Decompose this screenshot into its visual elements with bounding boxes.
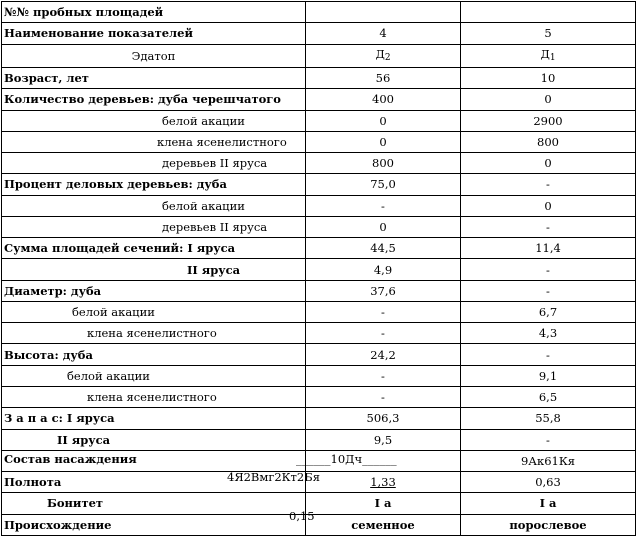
cell-b: 0 bbox=[461, 153, 636, 174]
table-row bbox=[2, 216, 636, 237]
table-row bbox=[2, 44, 636, 68]
row-label: белой акации bbox=[2, 110, 306, 131]
cell-a: 9,5 bbox=[306, 429, 461, 450]
cell-b: 11,4 bbox=[461, 238, 636, 259]
cell-a: - bbox=[306, 365, 461, 386]
cell-a: 0 bbox=[306, 131, 461, 152]
row-label: клена ясенелистного bbox=[2, 131, 306, 152]
cell-a: 800 bbox=[306, 153, 461, 174]
composition-label-text: Состав насаждения bbox=[4, 451, 137, 466]
plots-label: №№ пробных площадей bbox=[2, 2, 306, 23]
row-label: белой акации bbox=[2, 365, 306, 386]
row-label: З а п а с: I яруса bbox=[2, 408, 306, 429]
plots-table bbox=[1, 1, 636, 536]
cell-b: 55,8 bbox=[461, 408, 636, 429]
table-row bbox=[2, 195, 636, 216]
density-label-text: Полнота bbox=[4, 475, 62, 490]
table-row bbox=[2, 323, 636, 344]
origin-b: порослевое bbox=[461, 514, 636, 535]
cell-a: 4,9 bbox=[306, 259, 461, 280]
cell-b: - bbox=[461, 216, 636, 237]
table-row bbox=[2, 429, 636, 450]
cell-a: 506,3 bbox=[306, 408, 461, 429]
cell-b: 0 bbox=[461, 89, 636, 110]
cell-b: 0 bbox=[461, 195, 636, 216]
indicator-label: Наименование показателей bbox=[2, 23, 306, 44]
cell-a: - bbox=[306, 323, 461, 344]
table-row bbox=[2, 408, 636, 429]
cell-a: - bbox=[306, 195, 461, 216]
row-label: Высота: дуба bbox=[2, 344, 306, 365]
row-label: Диаметр: дуба bbox=[2, 280, 306, 301]
plot-number-a: 4 bbox=[306, 23, 461, 44]
cell-b: 10 bbox=[461, 68, 636, 89]
table-row bbox=[2, 259, 636, 280]
cell-b: - bbox=[461, 429, 636, 450]
composition-a bbox=[296, 450, 461, 471]
edatop-label: Эдатоп bbox=[2, 44, 306, 68]
edatop-b: $Д_1$ bbox=[461, 44, 636, 68]
table-row bbox=[2, 301, 636, 322]
row-label: II яруса bbox=[2, 259, 306, 280]
row-label: белой акации bbox=[2, 301, 306, 322]
bonitet-b: I а bbox=[461, 493, 636, 514]
cell-a: 37,6 bbox=[306, 280, 461, 301]
cell-b: - bbox=[461, 280, 636, 301]
cell-a: 56 bbox=[306, 68, 461, 89]
table-row bbox=[2, 23, 636, 44]
plot-number-b: 5 bbox=[461, 23, 636, 44]
row-label: деревьев II яруса bbox=[2, 153, 306, 174]
table-row bbox=[2, 131, 636, 152]
edatop-a: $Д_2$ bbox=[306, 44, 461, 68]
cell-a: 24,2 bbox=[306, 344, 461, 365]
cell-a: 44,5 bbox=[306, 238, 461, 259]
row-label: белой акации bbox=[2, 195, 306, 216]
density-extra: 0,15 bbox=[289, 509, 315, 524]
table-row bbox=[2, 450, 636, 471]
composition-a-top: ______10Дч______ bbox=[296, 451, 397, 466]
cell-b: 2900 bbox=[461, 110, 636, 131]
cell-b: - bbox=[461, 344, 636, 365]
composition-a-bottom: 4Я2Вмг2Кт2Бя bbox=[227, 469, 320, 484]
table-row bbox=[2, 2, 636, 23]
cell-b: 800 bbox=[461, 131, 636, 152]
table-row bbox=[2, 387, 636, 408]
bonitet-label: Бонитет bbox=[2, 493, 306, 514]
table-row bbox=[2, 365, 636, 386]
origin-label: Происхождение bbox=[2, 514, 306, 535]
table-row bbox=[2, 344, 636, 365]
table-row bbox=[2, 89, 636, 110]
bonitet-a: I а bbox=[306, 493, 461, 514]
cell-a: - bbox=[306, 387, 461, 408]
table-row bbox=[2, 238, 636, 259]
density-a: 1,33 bbox=[306, 472, 461, 493]
cell-a: 0 bbox=[306, 110, 461, 131]
row-label: деревьев II яруса bbox=[2, 216, 306, 237]
table-row bbox=[2, 68, 636, 89]
cell-b: 6,7 bbox=[461, 301, 636, 322]
row-label: Процент деловых деревьев: дуба bbox=[2, 174, 306, 195]
table-row bbox=[2, 514, 636, 535]
row-label: клена ясенелистного bbox=[2, 323, 306, 344]
row-label: II яруса bbox=[2, 429, 306, 450]
origin-a: семенное bbox=[306, 514, 461, 535]
cell-b: 4,3 bbox=[461, 323, 636, 344]
cell-a: - bbox=[306, 301, 461, 322]
cell-a: 75,0 bbox=[306, 174, 461, 195]
cell-a: 0 bbox=[306, 216, 461, 237]
cell-b: - bbox=[461, 259, 636, 280]
row-label: клена ясенелистного bbox=[2, 387, 306, 408]
cell-b: - bbox=[461, 174, 636, 195]
table-row bbox=[2, 110, 636, 131]
cell-a: 400 bbox=[306, 89, 461, 110]
density-b: 0,63 bbox=[461, 472, 636, 493]
table-row bbox=[2, 174, 636, 195]
row-label: Возраст, лет bbox=[2, 68, 306, 89]
cell-b: 6,5 bbox=[461, 387, 636, 408]
table-row bbox=[2, 280, 636, 301]
table-row bbox=[2, 493, 636, 514]
composition-b: 9Ак61Кя bbox=[461, 450, 636, 471]
table-row bbox=[2, 153, 636, 174]
cell-b: 9,1 bbox=[461, 365, 636, 386]
row-label: Количество деревьев: дуба черешчатого bbox=[2, 89, 306, 110]
row-label: Сумма площадей сечений: I яруса bbox=[2, 238, 306, 259]
